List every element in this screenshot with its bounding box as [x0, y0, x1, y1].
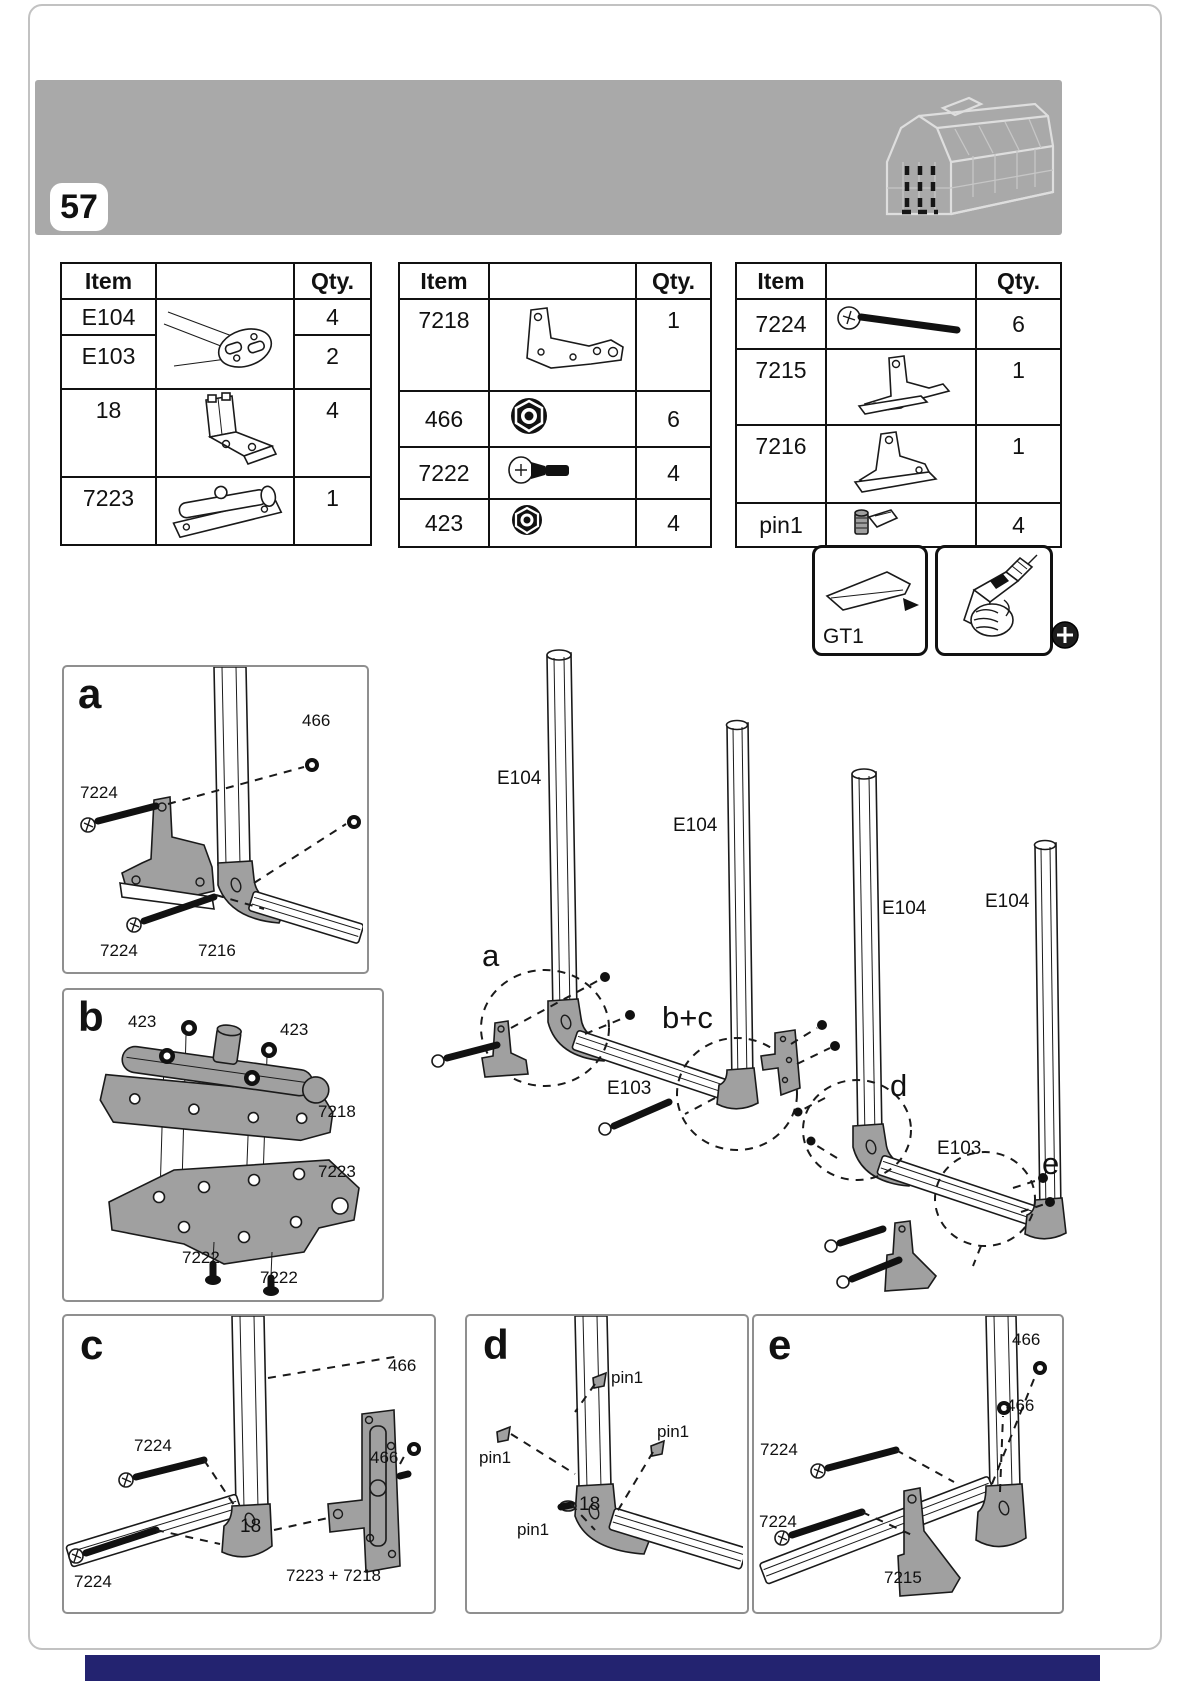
- part-image-cell: [826, 425, 976, 503]
- qty-cell: 4: [976, 503, 1061, 547]
- item-cell: E103: [61, 335, 156, 389]
- panel-e: [752, 1314, 1064, 1614]
- item-cell: 7215: [736, 349, 826, 425]
- panel-c-title: c: [80, 1321, 104, 1368]
- qty-cell: 4: [636, 499, 711, 547]
- greenhouse-icon: [873, 88, 1058, 228]
- callout-7224-lower: 7224: [759, 1512, 797, 1531]
- qty-cell: 4: [294, 389, 371, 477]
- label-e104-frame2-right: E104: [985, 891, 1030, 912]
- glazing-pin-icon: [829, 504, 973, 540]
- frame1-left-post: [547, 650, 577, 1016]
- table-row: [736, 503, 1061, 547]
- qty-header: Qty.: [636, 263, 711, 299]
- table-row: [61, 389, 371, 477]
- frame1-right-corner: [717, 1068, 758, 1109]
- bracket-7215-small: [885, 1221, 936, 1291]
- corner-connector-icon: [160, 390, 290, 470]
- header-band: [35, 80, 1062, 235]
- table-row: [399, 299, 711, 391]
- callout-7224-lower: 7224: [100, 941, 138, 960]
- panel-b-diagram: [64, 990, 378, 1296]
- qty-cell: 1: [636, 299, 711, 391]
- callout-pin1-top: pin1: [611, 1368, 644, 1387]
- qty-cell: 4: [294, 299, 371, 335]
- callout-423-left: 423: [128, 1012, 157, 1031]
- gt1-label: GT1: [823, 625, 864, 648]
- label-circle-bc: b+c: [662, 1000, 713, 1035]
- part-image-cell: [826, 349, 976, 425]
- callout-7222-right: 7222: [260, 1268, 298, 1287]
- callout-7218: 7218: [318, 1102, 356, 1121]
- label-e103-frame2: E103: [937, 1138, 982, 1159]
- item-cell: 466: [399, 391, 489, 447]
- frame1-right-post: [727, 721, 754, 1087]
- callout-pin1-left: pin1: [479, 1448, 512, 1467]
- countersunk-screw-icon: [493, 448, 633, 492]
- hex-nut-icon: [493, 500, 633, 540]
- part-image-cell: [826, 503, 976, 547]
- door-stop-bracket-7215-icon: [829, 350, 973, 418]
- panel-a-title: a: [78, 670, 102, 717]
- label-circle-e: e: [1042, 1146, 1060, 1181]
- callout-466-lower: 466: [1006, 1396, 1035, 1415]
- table-row: [61, 477, 371, 545]
- callout-7215: 7215: [884, 1568, 922, 1587]
- callout-423-right: 423: [280, 1020, 309, 1039]
- qty-cell: 1: [294, 477, 371, 545]
- item-cell: 7218: [399, 299, 489, 391]
- latch-assembly-7223-7218: [328, 1410, 408, 1572]
- panel-c: [62, 1314, 436, 1614]
- part-image-cell: [156, 477, 294, 545]
- qty-cell: 1: [976, 425, 1061, 503]
- callout-7224-upper: 7224: [760, 1440, 798, 1459]
- part-image-cell: [156, 299, 294, 389]
- qty-cell: 6: [636, 391, 711, 447]
- item-cell: 423: [399, 499, 489, 547]
- table-header-row: [399, 263, 711, 299]
- callout-7223: 7223: [318, 1162, 356, 1181]
- item-header: Item: [61, 263, 156, 299]
- callout-pin1-bottom: pin1: [517, 1520, 550, 1539]
- panel-e-title: e: [768, 1321, 792, 1368]
- frame2-left-post: [852, 769, 882, 1141]
- image-header: [826, 263, 976, 299]
- table-row: [399, 499, 711, 547]
- callout-466-lower: 466: [370, 1448, 399, 1467]
- aluminium-profile-icon: [160, 300, 290, 382]
- label-e103-frame1: E103: [607, 1078, 652, 1099]
- parts-table-1: [60, 262, 372, 546]
- image-header: [489, 263, 636, 299]
- item-header: Item: [399, 263, 489, 299]
- table-row: [736, 349, 1061, 425]
- item-header: Item: [736, 263, 826, 299]
- callout-7224-lower: 7224: [74, 1572, 112, 1591]
- long-screw-icon: [829, 300, 973, 342]
- part-image-cell: [489, 299, 636, 391]
- table-row: [399, 391, 711, 447]
- table-header-row: [61, 263, 371, 299]
- part-image-cell: [489, 499, 636, 547]
- table-row: [736, 299, 1061, 349]
- label-e104-frame2-left: E104: [882, 898, 927, 919]
- panel-e-diagram: [754, 1316, 1058, 1608]
- table-header-row: [736, 263, 1061, 299]
- callout-7224-upper: 7224: [80, 783, 118, 802]
- callout-18: 18: [579, 1494, 601, 1515]
- step-number: 57: [60, 187, 98, 226]
- callout-7222-left: 7222: [182, 1248, 220, 1267]
- callout-466-upper: 466: [388, 1356, 417, 1375]
- panel-d: [465, 1314, 749, 1614]
- item-cell: E104: [61, 299, 156, 335]
- door-stop-bracket-7216-icon: [829, 426, 973, 496]
- item-cell: 7223: [61, 477, 156, 545]
- table-row: [399, 447, 711, 499]
- panel-d-title: d: [483, 1321, 509, 1368]
- part-image-cell: [826, 299, 976, 349]
- qty-header: Qty.: [294, 263, 371, 299]
- callout-pin1-right: pin1: [657, 1422, 690, 1441]
- item-cell: 7224: [736, 299, 826, 349]
- panel-b-title: b: [78, 993, 104, 1040]
- table-row: [736, 425, 1061, 503]
- footer-bar: [85, 1655, 1100, 1681]
- slide-bolt-latch-icon: [160, 478, 290, 538]
- parts-table-3: [735, 262, 1062, 548]
- frame2-bottom-rail: [877, 1155, 1038, 1226]
- step-number-badge: [50, 183, 108, 231]
- item-cell: 7222: [399, 447, 489, 499]
- callout-7223-7218: 7223 + 7218: [286, 1566, 382, 1585]
- callout-466: 466: [302, 711, 331, 730]
- label-circle-a: a: [482, 938, 500, 973]
- label-e104-frame1-left: E104: [497, 768, 542, 789]
- panel-a: [62, 665, 369, 974]
- panel-b: [62, 988, 384, 1302]
- qty-cell: 1: [976, 349, 1061, 425]
- image-header: [156, 263, 294, 299]
- item-cell: 7216: [736, 425, 826, 503]
- part-image-cell: [156, 389, 294, 477]
- qty-header: Qty.: [976, 263, 1061, 299]
- flange-nut-icon: [493, 392, 633, 440]
- latch-bracket-plate-icon: [493, 300, 633, 384]
- callout-466-upper: 466: [1012, 1330, 1041, 1349]
- item-cell: 18: [61, 389, 156, 477]
- qty-cell: 4: [636, 447, 711, 499]
- item-cell: pin1: [736, 503, 826, 547]
- label-e104-frame1-right: E104: [673, 815, 718, 836]
- part-image-cell: [489, 391, 636, 447]
- callout-7216: 7216: [198, 941, 236, 960]
- qty-cell: 6: [976, 299, 1061, 349]
- table-row: [61, 299, 371, 335]
- qty-cell: 2: [294, 335, 371, 389]
- callout-7224-upper: 7224: [134, 1436, 172, 1455]
- label-circle-d: d: [890, 1068, 908, 1103]
- callout-18: 18: [240, 1516, 262, 1537]
- part-image-cell: [489, 447, 636, 499]
- parts-table-2: [398, 262, 712, 548]
